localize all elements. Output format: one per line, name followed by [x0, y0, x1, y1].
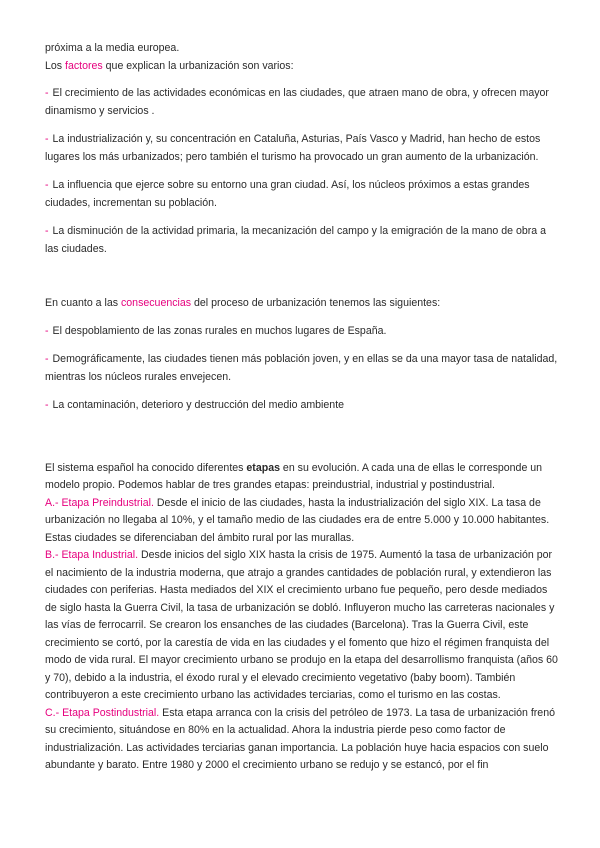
- document-body: [45, 40, 560, 775]
- list-item: - La industrialización y, su concentración en Cataluña, Asturias, País Vasco y Madrid, han hecho de estos lugares los más urbanizados; pero también el turismo ha provocado un gran aumento de la urbanización.: [45, 133, 541, 163]
- factors-keyword: factores: [65, 59, 103, 72]
- list-item: - La disminución de la actividad primaria, la mecanización del campo y la emigración de la mano de obra a las ciudades.: [45, 225, 546, 255]
- factors-list: [45, 85, 560, 258]
- stage-title: A.- Etapa Preindustrial.: [45, 496, 154, 509]
- list-item: - La contaminación, deterioro y destrucción del medio ambiente: [45, 399, 345, 411]
- stage-paragraph: A.- Etapa Preindustrial. Desde el inicio de las ciudades, hasta la industrialización del siglo XIX. La tasa de urbanización no llegaba al 10%, y el tamaño medio de las ciudades era de entre 5.000 y 10.000 habitantes. Estas ciudades se diferenciaban del ámbito rural por las murallas.: [45, 496, 550, 544]
- stages-intro: El sistema español ha conocido diferentes etapas en su evolución. A cada una de ellas le corresponde un modelo propio. Podemos hablar de tres grandes etapas: preindustrial, industrial y postindustrial.: [45, 461, 543, 491]
- consequences-keyword: consecuencias: [120, 297, 192, 309]
- stage-title: B.- Etapa Industrial.: [45, 549, 139, 561]
- factors-intro: Los factores que explican la urbanización son varios:: [45, 59, 294, 72]
- stage-paragraph: C.- Etapa Postindustrial. Esta etapa arranca con la crisis del petróleo de 1973. La tasa de urbanización frenó su crecimiento, situándose en 80% en la actualidad. Ahora la industria pierde peso como factor de industrialización. Las actividades terciarias ganan importancia. La población huye hacia espacios con suelo abundante y barato. Entre 1980 y 2000 el crecimiento urbano se redujo y se estancó, por el fin: [45, 706, 555, 771]
- list-item: - El crecimiento de las actividades económicas en las ciudades, que atraen mano de obra, y ofrecen mayor dinamismo y servicios .: [45, 87, 549, 117]
- stages-keyword: etapas: [246, 461, 280, 474]
- stage-paragraph: B.- Etapa Industrial. Desde inicios del siglo XIX hasta la crisis de 1975. Aumentó la tasa de urbanización por el nacimiento de la industria moderna, que atrajo a grandes cantidades de población rural, y extendieron las ciudades con periferias. Hasta mediados del XIX el crecimiento urbano fue pequeño, pero desde mediados de siglo hasta la Guerra Civil, la tasa de urbanización se dobló. Influyeron mucho las carreteras nacionales y las vías de ferrocarril. Se crearon los ensanches de las ciudades (Barcelona). Tras la Guerra Civil, este crecimiento se cortó, por la carestía de vida en las ciudades y el fomento que hizo el régimen franquista del modo de vida rural. El mayor crecimiento urbano se produjo en la etapa del desarrollismo franquista (años 60 y 70), debido a la industria, el éxodo rural y el elevado crecimiento vegetativo (baby boom). También contribuyeron a este crecimiento urbano las actividades terciarias, como el turismo en las costas.: [45, 549, 558, 701]
- intro-line-1: próxima a la media europea.: [45, 42, 180, 54]
- list-item: - La influencia que ejerce sobre su entorno una gran ciudad. Así, los núcleos próximos a estas grandes ciudades, incrementan su población.: [45, 179, 530, 209]
- list-item: - El despoblamiento de las zonas rurales en muchos lugares de España.: [45, 324, 387, 337]
- list-item: - Demográficamente, las ciudades tienen más población joven, y en ellas se da una mayor tasa de natalidad, mientras los núcleos rurales envejecen.: [45, 353, 558, 383]
- consequences-list: [45, 323, 560, 415]
- consequences-intro: En cuanto a las consecuencias del proceso de urbanización tenemos las siguientes:: [45, 297, 441, 309]
- stage-title: C.- Etapa Postindustrial.: [45, 706, 160, 719]
